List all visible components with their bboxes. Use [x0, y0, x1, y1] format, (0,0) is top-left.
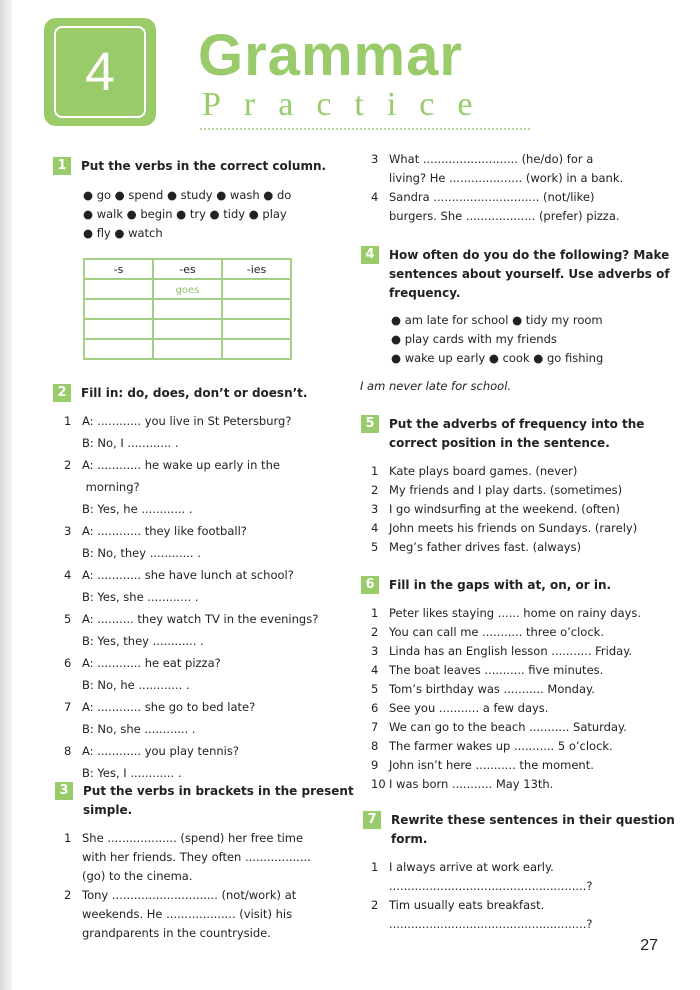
- exercise-line: [371, 623, 604, 642]
- line-text: living? He .................... (work) in a bank.: [389, 171, 624, 185]
- dialogue-line: [64, 412, 291, 431]
- exercise-line: [371, 642, 632, 661]
- line-number: 4: [371, 190, 379, 204]
- line-text: B: Yes, she ............ .: [82, 590, 199, 604]
- line-text: A: ............ she go to bed late?: [82, 700, 256, 714]
- ex4-number: 4: [361, 246, 379, 264]
- line-number: 2: [371, 625, 379, 639]
- line-text: B: Yes, they ............ .: [82, 634, 204, 648]
- col-header-ies: -ies: [222, 259, 291, 279]
- line-number: 3: [64, 524, 72, 538]
- table-cell[interactable]: [222, 339, 291, 359]
- dialogue-line: [64, 654, 221, 673]
- example-answer: goes: [175, 284, 200, 296]
- line-number: 9: [371, 758, 379, 772]
- line-text: Kate plays board games. (never): [389, 464, 578, 478]
- line-text: (go) to the cinema.: [82, 869, 193, 883]
- page-subtitle: Practice: [202, 86, 496, 123]
- table-cell[interactable]: [153, 339, 222, 359]
- exercise-line: [371, 858, 554, 877]
- dialogue-line: [64, 698, 255, 717]
- table-cell[interactable]: [153, 279, 222, 299]
- exercise-line: [371, 207, 620, 226]
- page-title: Grammar: [198, 23, 463, 88]
- line-number: 3: [371, 644, 379, 658]
- line-text: Tony ............................. (not/work) at: [82, 888, 297, 902]
- exercise-line: [371, 188, 594, 207]
- line-text: ......................................................?: [389, 917, 593, 931]
- line-text: John isn’t here ........... the moment.: [389, 758, 594, 772]
- line-text: B: No, she ............ .: [82, 722, 196, 736]
- col-header-es: -es: [153, 259, 222, 279]
- dialogue-line: [64, 610, 318, 629]
- line-text: B: Yes, he ............ .: [82, 502, 193, 516]
- unit-number: 4: [54, 26, 146, 118]
- line-text: A: ............ she have lunch at school?: [82, 568, 294, 582]
- ex1-words-1: ● go ● spend ● study ● wash ● do: [83, 188, 292, 202]
- ex5-number: 5: [361, 415, 379, 433]
- line-text: See you ........... a few days.: [389, 701, 549, 715]
- ex4-example: I am never late for school.: [360, 379, 512, 393]
- line-text: I always arrive at work early.: [389, 860, 554, 874]
- ex3-number: 3: [55, 782, 73, 800]
- dialogue-line: [64, 720, 196, 739]
- line-text: We can go to the beach ........... Saturday.: [389, 720, 627, 734]
- line-text: A: ............ he eat pizza?: [82, 656, 221, 670]
- ex4-heading: [365, 246, 670, 303]
- exercise-line: [64, 886, 296, 905]
- ex6-title: Fill in the gaps with at, on, or in.: [389, 578, 612, 592]
- line-text: A: .......... they watch TV in the evenings?: [82, 612, 319, 626]
- line-text: John meets his friends on Sundays. (rarely): [389, 521, 638, 535]
- line-text: I was born ........... May 13th.: [389, 777, 554, 791]
- line-number: 7: [371, 720, 379, 734]
- line-text: The boat leaves ........... five minutes.: [389, 663, 604, 677]
- line-text: She ................... (spend) her free time: [82, 831, 304, 845]
- ex5-title-1: Put the adverbs of frequency into the: [389, 417, 645, 431]
- ex7-title-1: Rewrite these sentences in their question: [391, 813, 675, 827]
- line-number: 6: [64, 656, 72, 670]
- dialogue-line: [64, 764, 182, 783]
- exercise-line: [371, 915, 593, 934]
- exercise-line: [64, 829, 303, 848]
- ex7-number: 7: [363, 811, 381, 829]
- line-text: grandparents in the countryside.: [82, 926, 271, 940]
- exercise-line: [371, 150, 593, 169]
- dialogue-line: [64, 522, 247, 541]
- line-text: ......................................................?: [389, 879, 593, 893]
- line-number: 1: [64, 831, 72, 845]
- line-number: 5: [371, 540, 379, 554]
- ex4-item-3: ● wake up early ● cook ● go fishing: [391, 351, 604, 365]
- ex3-heading: [59, 782, 354, 820]
- line-number: 2: [64, 888, 72, 902]
- ex2-number: 2: [53, 384, 71, 402]
- dialogue-line: [64, 478, 140, 497]
- line-text: B: No, he ............ .: [82, 678, 190, 692]
- ex4-item-1: ● am late for school ● tidy my room: [391, 313, 603, 327]
- ex1-words-3: ● fly ● watch: [83, 226, 163, 240]
- exercise-line: [371, 462, 577, 481]
- line-number: 8: [371, 739, 379, 753]
- page-number: 27: [640, 937, 658, 954]
- exercise-line: [371, 519, 637, 538]
- line-text: My friends and I play darts. (sometimes): [389, 483, 623, 497]
- dialogue-line: [64, 632, 204, 651]
- table-cell[interactable]: [84, 299, 153, 319]
- line-number: 8: [64, 744, 72, 758]
- exercise-line: [64, 924, 271, 943]
- ex5-heading: [365, 415, 645, 453]
- ex4-item-2: ● play cards with my friends: [391, 332, 557, 346]
- line-text: weekends. He ................... (visit) his: [82, 907, 293, 921]
- table-cell[interactable]: [222, 279, 291, 299]
- line-number: 10: [371, 777, 386, 791]
- line-text: The farmer wakes up ........... 5 o’clock.: [389, 739, 613, 753]
- line-text: B: No, they ............ .: [82, 546, 201, 560]
- line-number: 2: [64, 458, 72, 472]
- ex6-heading: [365, 576, 612, 595]
- col-header-s: -s: [84, 259, 153, 279]
- line-number: 3: [371, 502, 379, 516]
- unit-badge: [44, 18, 156, 126]
- ex6-number: 6: [361, 576, 379, 594]
- line-number: 5: [371, 682, 379, 696]
- exercise-line: [371, 756, 594, 775]
- title-divider: [200, 128, 530, 130]
- table-cell[interactable]: [84, 339, 153, 359]
- line-text: Peter likes staying ...... home on rainy days.: [389, 606, 642, 620]
- ex3-title-1: Put the verbs in brackets in the present: [83, 784, 354, 798]
- exercise-line: [371, 737, 613, 756]
- line-text: Meg’s father drives fast. (always): [389, 540, 582, 554]
- line-text: Tim usually eats breakfast.: [389, 898, 545, 912]
- ex3-title-2: simple.: [83, 803, 133, 817]
- line-number: 6: [371, 701, 379, 715]
- line-text: Sandra ............................. (not/like): [389, 190, 595, 204]
- dialogue-line: [64, 588, 198, 607]
- table-cell[interactable]: [222, 299, 291, 319]
- ex1-heading: [57, 157, 327, 176]
- dialogue-line: [64, 434, 179, 453]
- ex1-words-2: ● walk ● begin ● try ● tidy ● play: [83, 207, 287, 221]
- line-text: with her friends. They often ..................: [82, 850, 311, 864]
- line-text: burgers. She ................... (prefer) pizza.: [389, 209, 620, 223]
- exercise-line: [371, 775, 553, 794]
- dialogue-line: [64, 566, 294, 585]
- table-cell[interactable]: [84, 279, 153, 299]
- line-number: 1: [371, 606, 379, 620]
- exercise-line: [371, 877, 593, 896]
- ex7-heading: [367, 811, 675, 849]
- line-text: What .......................... (he/do) for a: [389, 152, 594, 166]
- exercise-line: [371, 481, 622, 500]
- line-text: B: No, I ............ .: [82, 436, 179, 450]
- line-text: B: Yes, I ............ .: [82, 766, 182, 780]
- table-cell[interactable]: [153, 299, 222, 319]
- ex2-title: Fill in: do, does, don’t or doesn’t.: [81, 386, 308, 400]
- line-text: morning?: [82, 480, 140, 494]
- dialogue-line: [64, 544, 201, 563]
- exercise-line: [371, 538, 581, 557]
- ex1-number: 1: [53, 157, 71, 175]
- line-text: Linda has an English lesson ........... Friday.: [389, 644, 633, 658]
- page-binding: [0, 0, 12, 990]
- ex1-table: [83, 258, 292, 360]
- exercise-line: [371, 661, 603, 680]
- exercise-line: [371, 718, 627, 737]
- ex5-title-2: correct position in the sentence.: [389, 436, 610, 450]
- line-number: 1: [371, 860, 379, 874]
- table-cell[interactable]: [153, 319, 222, 339]
- ex4-title-2: sentences about yourself. Use adverbs of: [389, 267, 670, 281]
- table-cell[interactable]: [222, 319, 291, 339]
- exercise-line: [371, 604, 641, 623]
- table-cell[interactable]: [84, 319, 153, 339]
- ex4-title-3: frequency.: [389, 286, 461, 300]
- exercise-line: [371, 896, 544, 915]
- exercise-line: [371, 500, 620, 519]
- exercise-line: [371, 680, 595, 699]
- exercise-line: [371, 699, 548, 718]
- line-number: 4: [371, 663, 379, 677]
- line-text: A: ............ you play tennis?: [82, 744, 239, 758]
- line-number: 4: [371, 521, 379, 535]
- dialogue-line: [64, 456, 280, 475]
- dialogue-line: [64, 742, 239, 761]
- line-text: A: ............ you live in St Petersburg?: [82, 414, 292, 428]
- line-number: 4: [64, 568, 72, 582]
- line-text: Tom’s birthday was ........... Monday.: [389, 682, 595, 696]
- line-number: 1: [371, 464, 379, 478]
- ex2-heading: [57, 384, 308, 403]
- exercise-line: [64, 867, 192, 886]
- line-text: You can call me ........... three o’clock.: [389, 625, 604, 639]
- exercise-line: [371, 169, 623, 188]
- line-number: 7: [64, 700, 72, 714]
- line-number: 2: [371, 483, 379, 497]
- exercise-line: [64, 848, 311, 867]
- line-text: A: ............ he wake up early in the: [82, 458, 280, 472]
- line-number: 3: [371, 152, 379, 166]
- line-number: 1: [64, 414, 72, 428]
- dialogue-line: [64, 676, 190, 695]
- line-number: 5: [64, 612, 72, 626]
- line-text: I go windsurfing at the weekend. (often): [389, 502, 620, 516]
- line-number: 2: [371, 898, 379, 912]
- ex7-title-2: form.: [391, 832, 428, 846]
- dialogue-line: [64, 500, 193, 519]
- ex1-title: Put the verbs in the correct column.: [81, 159, 327, 173]
- ex4-title-1: How often do you do the following? Make: [389, 248, 670, 262]
- line-text: A: ............ they like football?: [82, 524, 247, 538]
- exercise-line: [64, 905, 292, 924]
